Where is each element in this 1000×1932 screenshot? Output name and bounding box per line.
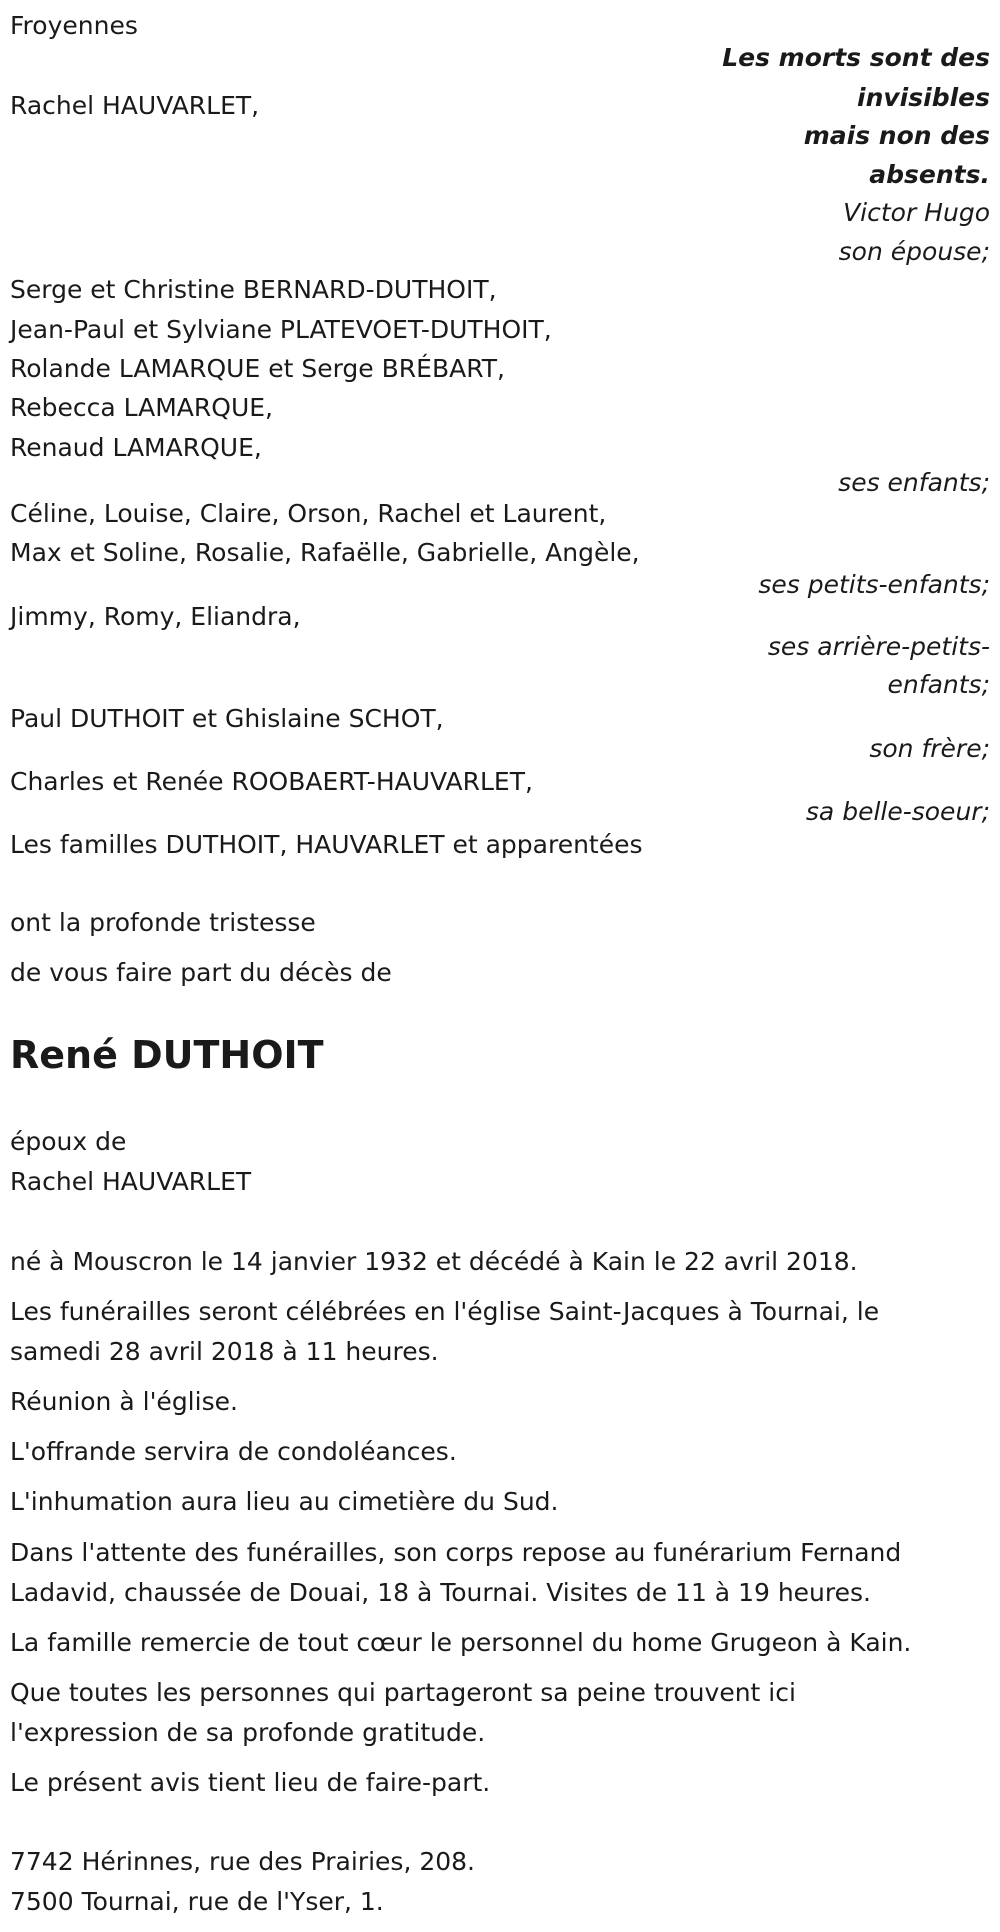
thanks-line: La famille remercie de tout cœur le personnel du home Grugeon à Kain. <box>10 1628 912 1657</box>
families-line: Les familles DUTHOIT, HAUVARLET et apparentées <box>10 830 643 859</box>
child-line: Rebecca LAMARQUE, <box>10 393 274 422</box>
spouse-label: époux de <box>10 1127 127 1156</box>
quote-line-1: Les morts sont des <box>722 43 990 72</box>
child-line: Serge et Christine BERNARD-DUTHOIT, <box>10 275 497 304</box>
grandchildren-line: Céline, Louise, Claire, Orson, Rachel et Laurent, <box>10 499 607 528</box>
sister-in-law-line: Charles et Renée ROOBAERT-HAUVARLET, <box>10 767 533 796</box>
relation-children: ses enfants; <box>838 468 990 497</box>
gratitude-line-1: Que toutes les personnes qui partageront sa peine trouvent ici <box>10 1678 796 1707</box>
relation-sister-in-law: sa belle-soeur; <box>805 797 990 826</box>
deceased-name: René DUTHOIT <box>10 1033 324 1077</box>
brother-line: Paul DUTHOIT et Ghislaine SCHOT, <box>10 704 444 733</box>
address-line: 7500 Tournai, rue de l'Yser, 1. <box>10 1887 384 1916</box>
quote-author: Victor Hugo <box>843 198 990 227</box>
announcement-line-2: de vous faire part du décès de <box>10 958 392 987</box>
notice-line: Le présent avis tient lieu de faire-part. <box>10 1768 491 1797</box>
offering-line: L'offrande servira de condoléances. <box>10 1437 457 1466</box>
birth-death-line: né à Mouscron le 14 janvier 1932 et décédé à Kain le 22 avril 2018. <box>10 1247 858 1276</box>
relation-great-grandchildren-2: enfants; <box>887 670 990 699</box>
spouse-name: Rachel HAUVARLET, <box>10 91 260 120</box>
child-line: Renaud LAMARQUE, <box>10 433 262 462</box>
funerarium-line-1: Dans l'attente des funérailles, son corps repose au funérarium Fernand <box>10 1538 902 1567</box>
funeral-line-2: samedi 28 avril 2018 à 11 heures. <box>10 1337 439 1366</box>
burial-line: L'inhumation aura lieu au cimetière du Sud. <box>10 1487 559 1516</box>
address-line: 7742 Hérinnes, rue des Prairies, 208. <box>10 1847 476 1876</box>
gratitude-line-2: l'expression de sa profonde gratitude. <box>10 1718 486 1747</box>
child-line: Jean-Paul et Sylviane PLATEVOET-DUTHOIT, <box>10 315 552 344</box>
relation-brother: son frère; <box>869 734 990 763</box>
location: Froyennes <box>10 11 138 40</box>
deceased-spouse-name: Rachel HAUVARLET <box>10 1167 252 1196</box>
quote-line-3: mais non des <box>803 121 990 150</box>
child-line: Rolande LAMARQUE et Serge BRÉBART, <box>10 354 505 383</box>
relation-spouse: son épouse; <box>838 237 990 266</box>
funerarium-line-2: Ladavid, chaussée de Douai, 18 à Tournai. Visites de 11 à 19 heures. <box>10 1578 871 1607</box>
funeral-line-1: Les funérailles seront célébrées en l'église Saint-Jacques à Tournai, le <box>10 1297 880 1326</box>
reunion-line: Réunion à l'église. <box>10 1387 238 1416</box>
great-grandchildren-line: Jimmy, Romy, Eliandra, <box>10 602 301 631</box>
announcement-line-1: ont la profonde tristesse <box>10 908 316 937</box>
grandchildren-line: Max et Soline, Rosalie, Rafaëlle, Gabrielle, Angèle, <box>10 538 640 567</box>
relation-great-grandchildren-1: ses arrière-petits- <box>767 632 990 661</box>
quote-line-2: invisibles <box>857 83 990 112</box>
relation-grandchildren: ses petits-enfants; <box>758 570 990 599</box>
quote-line-4: absents. <box>869 160 990 189</box>
